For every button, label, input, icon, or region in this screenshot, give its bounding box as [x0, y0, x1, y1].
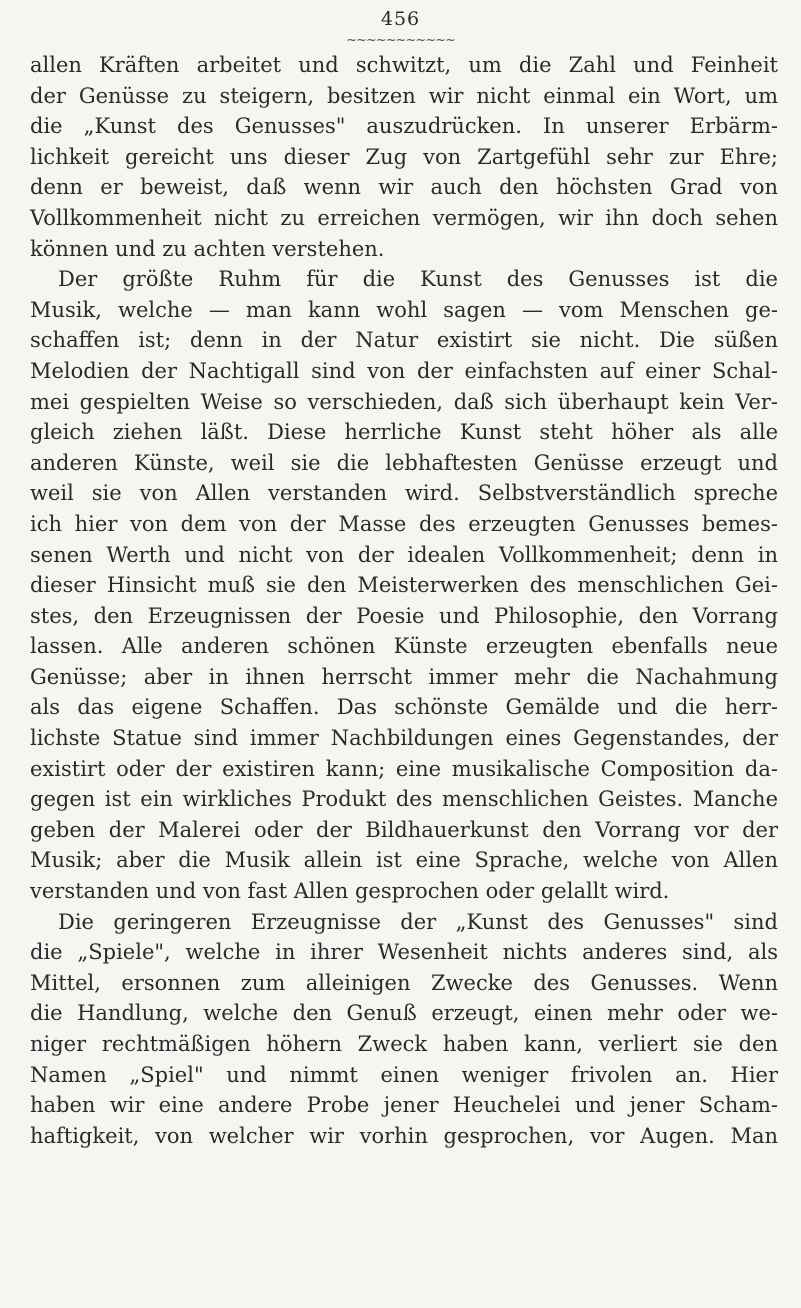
body-text — [30, 50, 778, 1151]
text-line: denn er beweist, daß wenn wir auch den höchsten Grad von — [30, 175, 778, 200]
text-line: weil sie von Allen verstanden wird. Selbstverständlich spreche — [30, 481, 778, 506]
text-line: ich hier von dem von der Masse des erzeugten Genusses bemes- — [30, 511, 778, 536]
text-line: Namen „Spiel" und nimmt einen weniger frivolen an. Hier — [30, 1062, 778, 1087]
text-line: haben wir eine andere Probe jener Heuchelei und jener Scham- — [30, 1093, 778, 1118]
text-line: haftigkeit, von welcher wir vorhin gesprochen, vor Augen. Man — [30, 1123, 778, 1148]
text-line: anderen Künste, weil sie die lebhaftesten Genüsse erzeugt und — [30, 450, 778, 475]
text-line: schaffen ist; denn in der Natur existirt sie nicht. Die süßen — [30, 328, 778, 353]
page-number-ornament: ~~~~~~~~~~~ — [346, 33, 455, 48]
text-line: Mittel, ersonnen zum alleinigen Zwecke des Genusses. Wenn — [30, 970, 778, 995]
text-line: lassen. Alle anderen schönen Künste erzeugten ebenfalls neue — [30, 634, 778, 659]
text-line: geben der Malerei oder der Bildhauerkunst den Vorrang vor der — [30, 817, 778, 842]
text-line: Musik; aber die Musik allein ist eine Sprache, welche von Allen — [30, 848, 778, 873]
text-line: die „Kunst des Genusses" auszudrücken. In unserer Erbärm- — [30, 114, 778, 139]
text-line: gegen ist ein wirkliches Produkt des menschlichen Geistes. Manche — [30, 787, 778, 812]
text-line: dieser Hinsicht muß sie den Meisterwerken des menschlichen Gei- — [30, 573, 778, 598]
page-number: 456 — [380, 8, 421, 30]
text-line: stes, den Erzeugnissen der Poesie und Philosophie, den Vorrang — [30, 603, 778, 628]
text-line: Vollkommenheit nicht zu erreichen vermögen, wir ihn doch sehen — [30, 205, 778, 230]
text-line: als das eigene Schaffen. Das schönste Gemälde und die herr- — [30, 695, 778, 720]
text-line: lichkeit gereicht uns dieser Zug von Zartgefühl sehr zur Ehre; — [30, 144, 778, 169]
text-line: die Handlung, welche den Genuß erzeugt, einen mehr oder we- — [30, 1001, 778, 1026]
text-line: mei gespielten Weise so verschieden, daß sich überhaupt kein Ver- — [30, 389, 778, 414]
text-line: verstanden und von fast Allen gesprochen oder gelallt wird. — [30, 879, 670, 904]
text-line: können und zu achten verstehen. — [30, 236, 385, 261]
text-line: Genüsse; aber in ihnen herrscht immer mehr die Nachahmung — [30, 664, 778, 689]
text-line: lichste Statue sind immer Nachbildungen eines Gegenstandes, der — [30, 726, 778, 751]
text-line: gleich ziehen läßt. Diese herrliche Kunst steht höher als alle — [30, 420, 778, 445]
text-line: Der größte Ruhm für die Kunst des Genusses ist die — [58, 267, 778, 292]
text-line: senen Werth und nicht von der idealen Vollkommenheit; denn in — [30, 542, 778, 567]
text-line: Melodien der Nachtigall sind von der einfachsten auf einer Schal- — [30, 358, 778, 383]
text-line: die „Spiele", welche in ihrer Wesenheit nichts anderes sind, als — [30, 940, 778, 965]
text-line: der Genüsse zu steigern, besitzen wir nicht einmal ein Wort, um — [30, 83, 778, 108]
text-line: allen Kräften arbeitet und schwitzt, um die Zahl und Feinheit — [30, 53, 778, 77]
text-line: Musik, welche — man kann wohl sagen — vom Menschen ge- — [30, 297, 778, 322]
text-line: niger rechtmäßigen höhern Zweck haben kann, verliert sie den — [30, 1032, 778, 1056]
text-line: existirt oder der existiren kann; eine musikalische Composition da- — [30, 756, 778, 781]
text-line: Die geringeren Erzeugnisse der „Kunst des Genusses" sind — [58, 909, 778, 934]
